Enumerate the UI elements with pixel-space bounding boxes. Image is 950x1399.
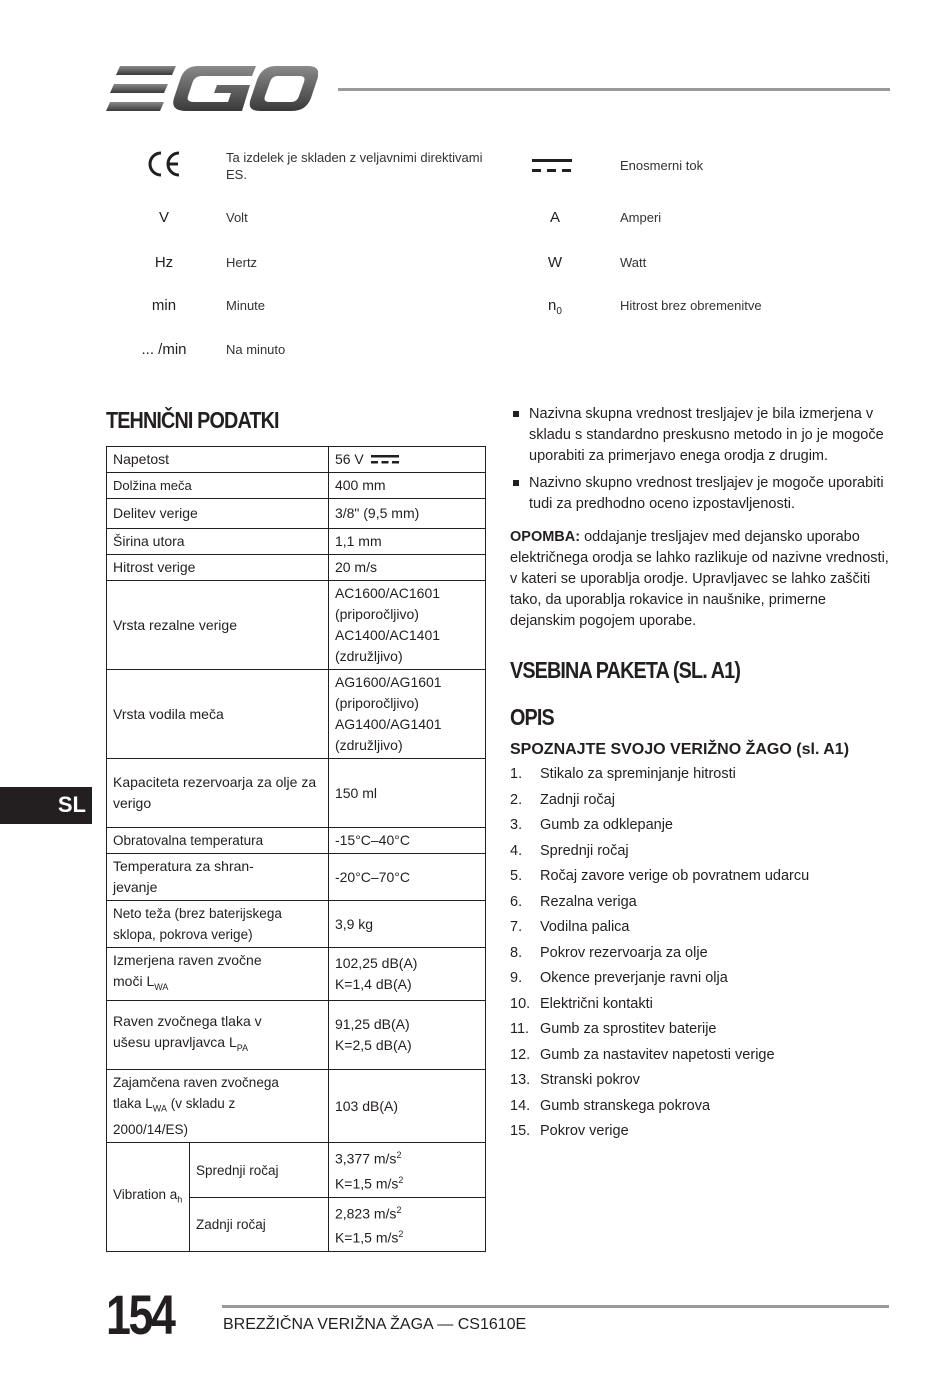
part-label: Rezalna veriga: [540, 893, 637, 910]
list-item: [510, 766, 890, 792]
symbol-text-v: Volt: [226, 210, 248, 225]
part-number: 5.: [510, 868, 523, 884]
list-item: [510, 1123, 890, 1149]
symbol-text-per-min: Na minuto: [226, 342, 286, 357]
list-item: Nazivno skupno vrednost tresljajev je mogoče uporabiti tudi za predhodno oceno izpostavljenosti.: [510, 473, 890, 515]
parts-list: [510, 766, 890, 1149]
part-number: 13.: [510, 1072, 531, 1088]
table-row: Vrsta vodila meča AG1600/AG1601 (priporočljivo) AG1400/AG1401 (združljivo): [107, 670, 486, 759]
part-label: Gumb za nastavitev napetosti verige: [540, 1046, 775, 1063]
spec-table: [106, 446, 486, 1252]
list-item: [510, 1021, 890, 1047]
part-label: Pokrov rezervoarja za olje: [540, 944, 708, 961]
direct-current-icon: [532, 159, 572, 175]
list-item: [510, 843, 890, 869]
part-number: 6.: [510, 893, 523, 910]
symbol-hz: Hz: [154, 254, 174, 271]
symbol-text-w: Watt: [620, 255, 647, 270]
symbol-text-ce: Ta izdelek je skladen z veljavnimi direktivami ES.: [226, 150, 483, 182]
part-number: 11.: [510, 1021, 530, 1037]
table-row: Vrsta rezalne verige AC1600/AC1601 (priporočljivo) AC1400/AC1401 (združljivo): [107, 581, 486, 670]
table-row: Zajamčena raven zvočnega tlaka $L_{WA}$ (v skladu z 2000/14/ES) 103 dB(A): [107, 1069, 486, 1143]
symbol-text-dc: Enosmerni tok: [620, 158, 704, 173]
header-rule: [338, 88, 890, 91]
list-item: [510, 1098, 890, 1124]
list-item: [510, 1072, 890, 1098]
part-number: 4.: [510, 842, 523, 859]
part-number: 3.: [510, 817, 523, 833]
symbol-w: W: [547, 254, 563, 271]
part-label: Vodilna palica: [540, 919, 630, 935]
table-row: Vibration $a_h$ Sprednji ročaj 3,377 $m/s^2$ K=1,5 $m/s^2$: [107, 1143, 486, 1197]
tech-data-title: TEHNIČNI PODATKI: [106, 407, 279, 433]
part-number: 15.: [510, 1123, 531, 1139]
page-number: 154: [106, 1283, 174, 1346]
table-row: Kapaciteta rezervoarja za olje za verigo 150 ml: [107, 759, 486, 828]
part-label: Gumb za odklepanje: [540, 817, 673, 833]
note-paragraph: OPOMBA: oddajanje tresljajev med dejansko uporabo električnega orodja se lahko razlikuje od nazivne vrednosti, v kateri se uporablja orodje. Upravljavec se lahko zaščiti tako, da uporablja rokavice in naušnike, primerne dejanskim pogojem uporabe.: [510, 529, 889, 629]
table-row: Hitrost verige 20 m/s: [107, 555, 486, 581]
know-your-saw-title: SPOZNAJTE SVOJO VERIŽNO ŽAGO (sl. A1): [510, 741, 850, 758]
table-row: Raven zvočnega tlaka v ušesu upravljavca $L_{PA}$ 91,25 dB(A) K=2,5 dB(A): [107, 1000, 486, 1069]
list-item: Nazivna skupna vrednost tresljajev je bila izmerjena v skladu s standardno preskusno metodo in jo je mogoče uporabiti za primerjavo enega orodja z drugim.: [510, 404, 890, 467]
part-number: 14.: [510, 1097, 531, 1114]
symbol-a: A: [549, 209, 560, 226]
list-item: [510, 970, 890, 996]
part-label: Zadnji ročaj: [540, 791, 615, 808]
footer-rule: [222, 1305, 889, 1308]
list-item: [510, 894, 890, 920]
symbol-n0: $n_0$: [548, 297, 562, 317]
part-number: 8.: [510, 944, 523, 961]
vibration-bullets: [510, 404, 890, 521]
list-item: [510, 996, 890, 1022]
description-title: OPIS: [510, 704, 554, 730]
ego-logo: [106, 66, 318, 112]
voltage-value: 56 V: [328, 447, 485, 473]
part-number: 7.: [510, 919, 523, 935]
table-row: Neto teža (brez baterijskega sklopa, pokrova verige) 3,9 kg: [107, 901, 486, 948]
part-number: 2.: [510, 791, 523, 808]
part-number: 1.: [510, 766, 523, 782]
list-item: [510, 868, 890, 894]
part-label: Električni kontakti: [540, 995, 653, 1012]
table-row: Napetost 56 V: [107, 447, 486, 473]
table-row: Širina utora 1,1 mm: [107, 529, 486, 555]
part-label: Gumb za sprostitev baterije: [540, 1021, 717, 1037]
part-label: Ročaj zavore verige ob povratnem udarcu: [540, 868, 810, 884]
language-tab: SL: [0, 787, 92, 824]
table-row: Zadnji ročaj 2,823 $m/s^2$ K=1,5 $m/s^2$: [107, 1197, 486, 1251]
direct-current-icon: [371, 455, 399, 465]
symbol-text-hz: Hertz: [226, 255, 258, 270]
table-row: Obratovalna temperatura -15°C–40°C: [107, 828, 486, 854]
list-item: [510, 817, 890, 843]
part-label: Sprednji ročaj: [540, 842, 629, 859]
symbol-text-a: Amperi: [620, 210, 662, 225]
symbol-per-min: ... /min: [141, 341, 187, 358]
list-item: [510, 919, 890, 945]
part-number: 10.: [510, 995, 531, 1012]
symbol-text-n0: Hitrost brez obremenitve: [620, 298, 762, 313]
part-label: Gumb stranskega pokrova: [540, 1097, 711, 1114]
symbol-min: min: [151, 297, 177, 314]
symbol-text-min: Minute: [226, 298, 266, 313]
part-label: Okence preverjanje ravni olja: [540, 970, 728, 986]
symbol-v: V: [158, 209, 169, 226]
ce-mark-icon: [129, 150, 199, 185]
part-number: 9.: [510, 970, 523, 986]
part-label: Pokrov verige: [540, 1123, 629, 1139]
package-contents-title: VSEBINA PAKETA (SL. A1): [510, 657, 741, 683]
list-item: [510, 1047, 890, 1073]
part-label: Stikalo za spreminjanje hitrosti: [540, 766, 736, 782]
vibration-label: Vibration $a_h$: [107, 1143, 190, 1252]
footer-title: BREZŽIČNA VERIŽNA ŽAGA — CS1610E: [223, 1316, 527, 1333]
table-row: Temperatura za shran- jevanje -20°C–70°C: [107, 854, 486, 901]
part-number: 12.: [510, 1046, 531, 1063]
table-row: Dolžina meča 400 mm: [107, 473, 486, 499]
list-item: [510, 945, 890, 971]
table-row: Delitev verige 3/8" (9,5 mm): [107, 499, 486, 529]
list-item: [510, 792, 890, 818]
table-row: Izmerjena raven zvočne moči $L_{WA}$ 102,25 dB(A) K=1,4 dB(A): [107, 948, 486, 1001]
part-label: Stranski pokrov: [540, 1072, 640, 1088]
